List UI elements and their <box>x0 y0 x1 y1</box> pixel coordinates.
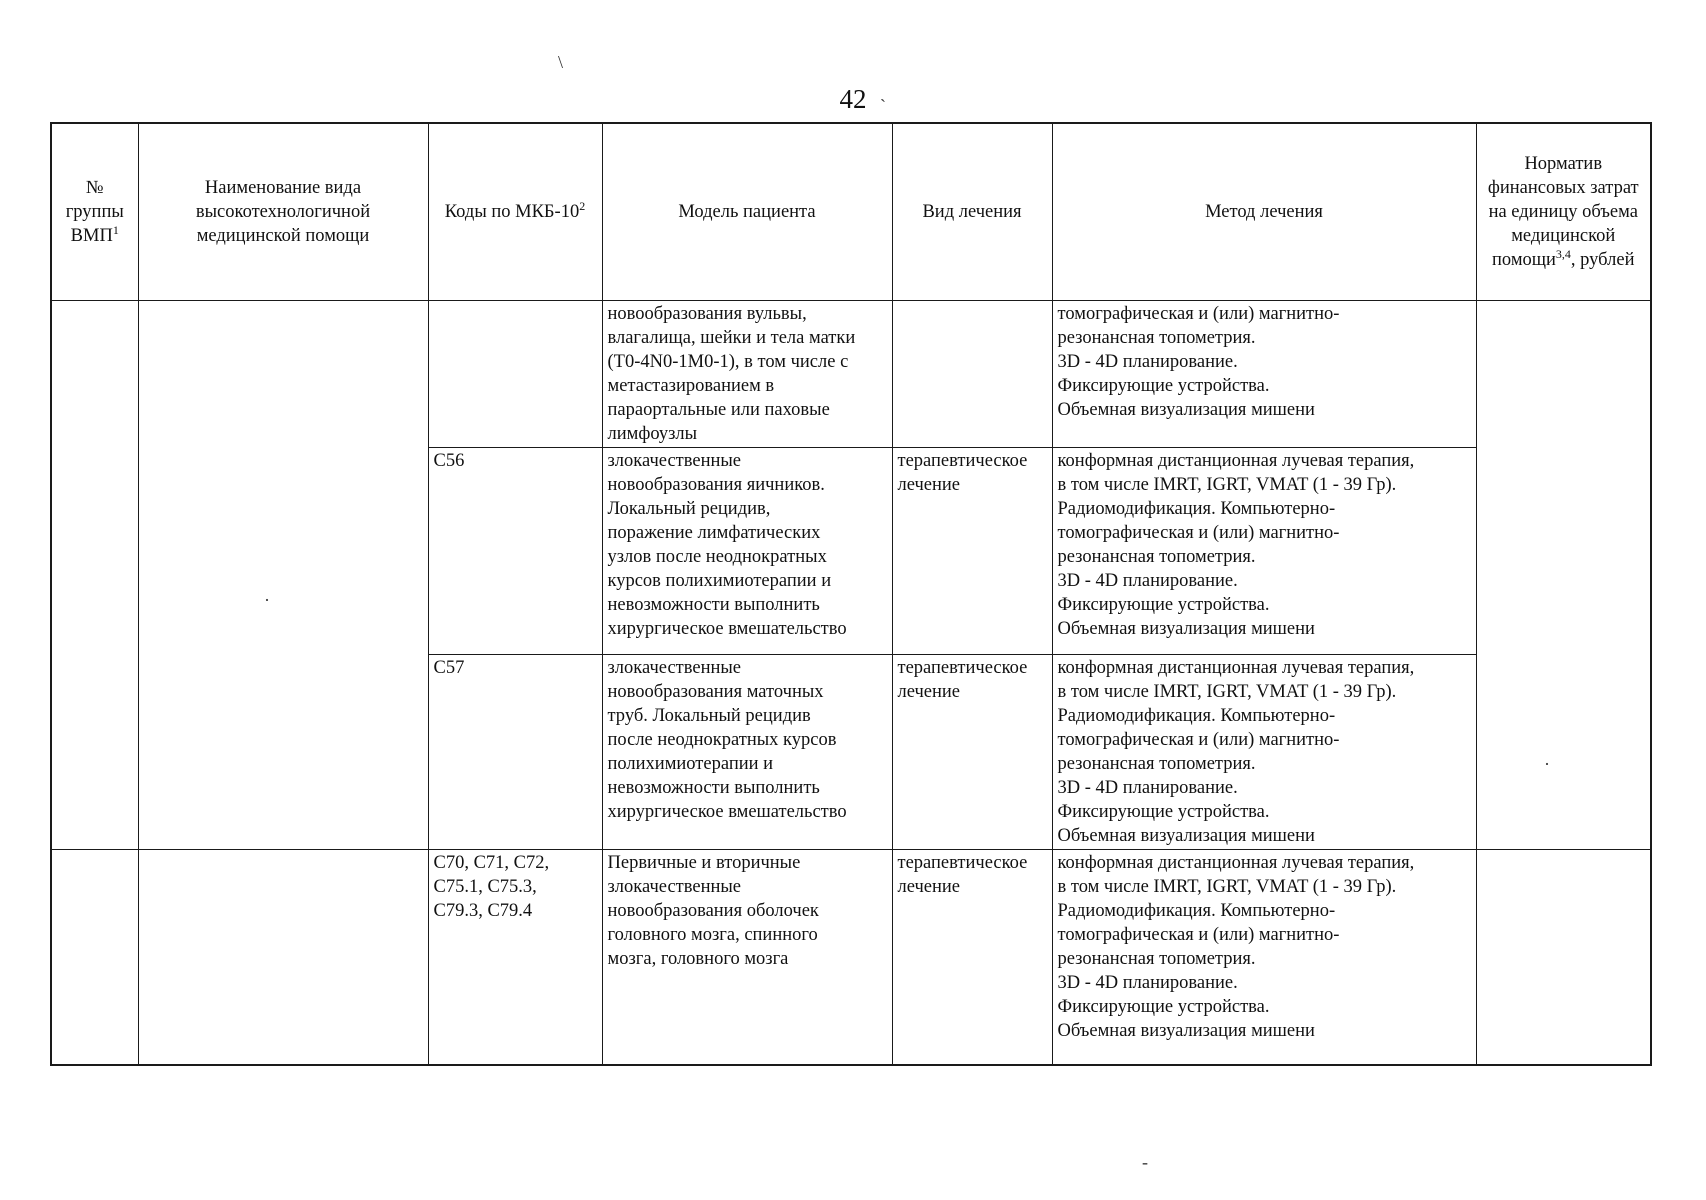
care-type-name-cell <box>138 301 428 850</box>
group-number-cell <box>51 850 138 1066</box>
cost-norm-cell <box>1476 850 1651 1066</box>
icd-codes-cell: C56 <box>428 448 602 655</box>
scan-mark: ` <box>880 96 886 116</box>
treatment-type-cell: терапевтическое лечение <box>892 850 1052 1066</box>
treatment-method-cell: конформная дистанционная лучевая терапия, в том числе IMRT, IGRT, VMAT (1 - 39 Гр). Радиомодификация. Компьютерно- томографическая и (или) магнитно- резонансная топометрия. 3D - 4D планирование. Фиксирующие устройства. Объемная визуализация мишени <box>1052 655 1476 850</box>
icd-codes-cell: C57 <box>428 655 602 850</box>
treatment-type-cell: терапевтическое лечение <box>892 448 1052 655</box>
header-treatment-type: Вид лечения <box>892 123 1052 301</box>
table-header-row <box>51 123 1651 301</box>
scan-mark: - <box>1142 1152 1148 1172</box>
patient-model-cell: злокачественные новообразования маточных труб. Локальный рецидив после неоднократных курсов полихимиотерапии и невозможности выполнить хирургическое вмешательство <box>602 655 892 850</box>
group-number-cell <box>51 301 138 850</box>
treatment-method-cell: конформная дистанционная лучевая терапия, в том числе IMRT, IGRT, VMAT (1 - 39 Гр). Радиомодификация. Компьютерно- томографическая и (или) магнитно- резонансная топометрия. 3D - 4D планирование. Фиксирующие устройства. Объемная визуализация мишени <box>1052 850 1476 1066</box>
treatment-method-cell: конформная дистанционная лучевая терапия, в том числе IMRT, IGRT, VMAT (1 - 39 Гр). Радиомодификация. Компьютерно- томографическая и (или) магнитно- резонансная топометрия. 3D - 4D планирование. Фиксирующие устройства. Объемная визуализация мишени <box>1052 448 1476 655</box>
page-number: 42 <box>839 84 867 114</box>
header-care-type-name: Наименование вида высокотехнологичной медицинской помощи <box>138 123 428 301</box>
patient-model-cell: злокачественные новообразования яичников. Локальный рецидив, поражение лимфатических узлов после неоднократных курсов полихимиотерапии и невозможности выполнить хирургическое вмешательство <box>602 448 892 655</box>
patient-model-cell: Первичные и вторичные злокачественные новообразования оболочек головного мозга, спинного мозга, головного мозга <box>602 850 892 1066</box>
header-treatment-method: Метод лечения <box>1052 123 1476 301</box>
treatment-type-cell: терапевтическое лечение <box>892 655 1052 850</box>
patient-model-cell: новообразования вульвы, влагалища, шейки и тела матки (T0-4N0-1M0-1), в том числе с метастазированием в параортальные или паховые лимфоузлы <box>602 301 892 448</box>
header-patient-model: Модель пациента <box>602 123 892 301</box>
header-group-number: № группы ВМП$^1$ <box>51 123 138 301</box>
table-row <box>51 301 1651 448</box>
scan-mark: · <box>264 590 270 610</box>
treatment-method-cell: томографическая и (или) магнитно- резонансная топометрия. 3D - 4D планирование. Фиксирующие устройства. Объемная визуализация мишени <box>1052 301 1476 448</box>
cost-norm-cell <box>1476 301 1651 850</box>
care-type-name-cell <box>138 850 428 1066</box>
scan-mark: \ <box>558 52 564 72</box>
icd-codes-cell: C70, C71, C72, C75.1, C75.3, C79.3, C79.4 <box>428 850 602 1066</box>
icd-codes-cell <box>428 301 602 448</box>
medical-care-table <box>50 122 1652 1066</box>
header-icd-codes: Коды по МКБ-$10^2$ <box>428 123 602 301</box>
treatment-type-cell <box>892 301 1052 448</box>
header-cost-norm: Норматив финансовых затрат на единицу объема медицинской помощи$^{3,4}$, рублей <box>1476 123 1651 301</box>
table-row <box>51 850 1651 1066</box>
scan-mark: · <box>1544 754 1550 774</box>
